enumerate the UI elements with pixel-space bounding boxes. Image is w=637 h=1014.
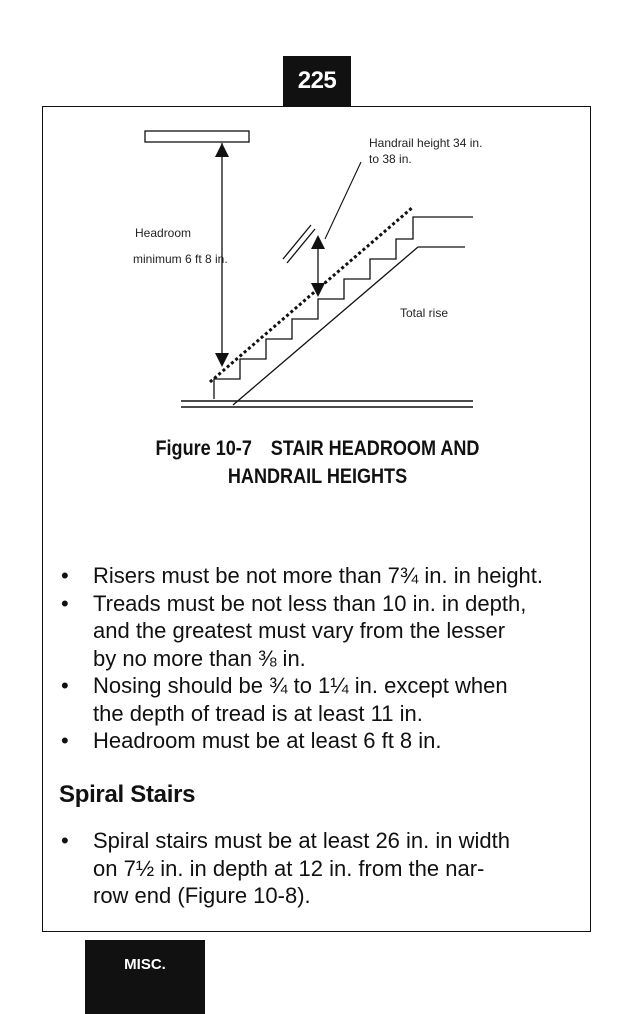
section-heading-spiral-stairs: Spiral Stairs xyxy=(59,781,196,808)
bullet-icon: • xyxy=(61,828,69,853)
stair-headroom-diagram xyxy=(43,107,592,427)
list-item xyxy=(59,727,579,755)
list-item-text: Treads must be not less than 10 in. in depth, xyxy=(93,590,527,616)
figure-caption xyxy=(81,435,553,491)
list-item-text: by no more than ⅜ in. xyxy=(93,645,306,671)
list-item-text: Spiral stairs must be at least 26 in. in width xyxy=(93,828,510,853)
list-item-text: the depth of tread is at least 11 in. xyxy=(93,700,423,726)
list-item xyxy=(59,672,579,727)
rail-mark-1 xyxy=(283,225,311,259)
list-item-text: and the greatest must vary from the lesser xyxy=(93,618,506,643)
list-item-text: Headroom must be at least 6 ft 8 in. xyxy=(93,728,442,753)
list-item xyxy=(59,590,579,673)
list-item xyxy=(59,827,579,910)
handrail-label-leader xyxy=(325,162,361,239)
page-number: 225 xyxy=(283,56,351,106)
headroom-label-line1: Headroom xyxy=(135,226,192,240)
rail-mark-2 xyxy=(287,229,315,263)
list-item xyxy=(59,562,579,590)
stair-stringer xyxy=(233,247,418,405)
caption-figure-number: Figure 10-7 xyxy=(155,437,252,460)
caption-line-1 xyxy=(81,435,553,463)
bullet-icon: • xyxy=(61,590,69,616)
bullet-icon: • xyxy=(61,563,69,588)
caption-title-line2: HANDRAIL HEIGHTS xyxy=(227,465,408,488)
headroom-label-line2: minimum 6 ft 8 in. xyxy=(133,252,228,266)
spiral-stairs-list xyxy=(59,827,579,910)
handrail-label-line2: to 38 in. xyxy=(369,152,412,166)
headroom-arrow-down xyxy=(215,353,229,367)
list-item-text: on 7½ in. in depth at 12 in. from the nar- xyxy=(93,855,485,881)
list-item-text: row end (Figure 10-8). xyxy=(93,883,311,908)
stair-rules-list xyxy=(59,562,579,755)
list-item-text: Risers must be not more than 7¾ in. in height. xyxy=(93,563,544,588)
bullet-icon: • xyxy=(61,673,69,698)
handrail-label-line1: Handrail height 34 in. xyxy=(369,136,483,150)
ceiling-bar xyxy=(145,131,249,142)
headroom-arrow-up xyxy=(215,143,229,157)
list-item-text: Nosing should be ¾ to 1¼ in. except when xyxy=(93,673,508,698)
bullet-icon: • xyxy=(61,728,69,753)
content-frame xyxy=(42,106,591,932)
total-rise-label: Total rise xyxy=(400,306,449,320)
handrail-arrow-up xyxy=(311,235,325,249)
section-tab-misc: MISC. xyxy=(85,940,205,1014)
caption-title-line1: STAIR HEADROOM AND xyxy=(270,437,480,460)
